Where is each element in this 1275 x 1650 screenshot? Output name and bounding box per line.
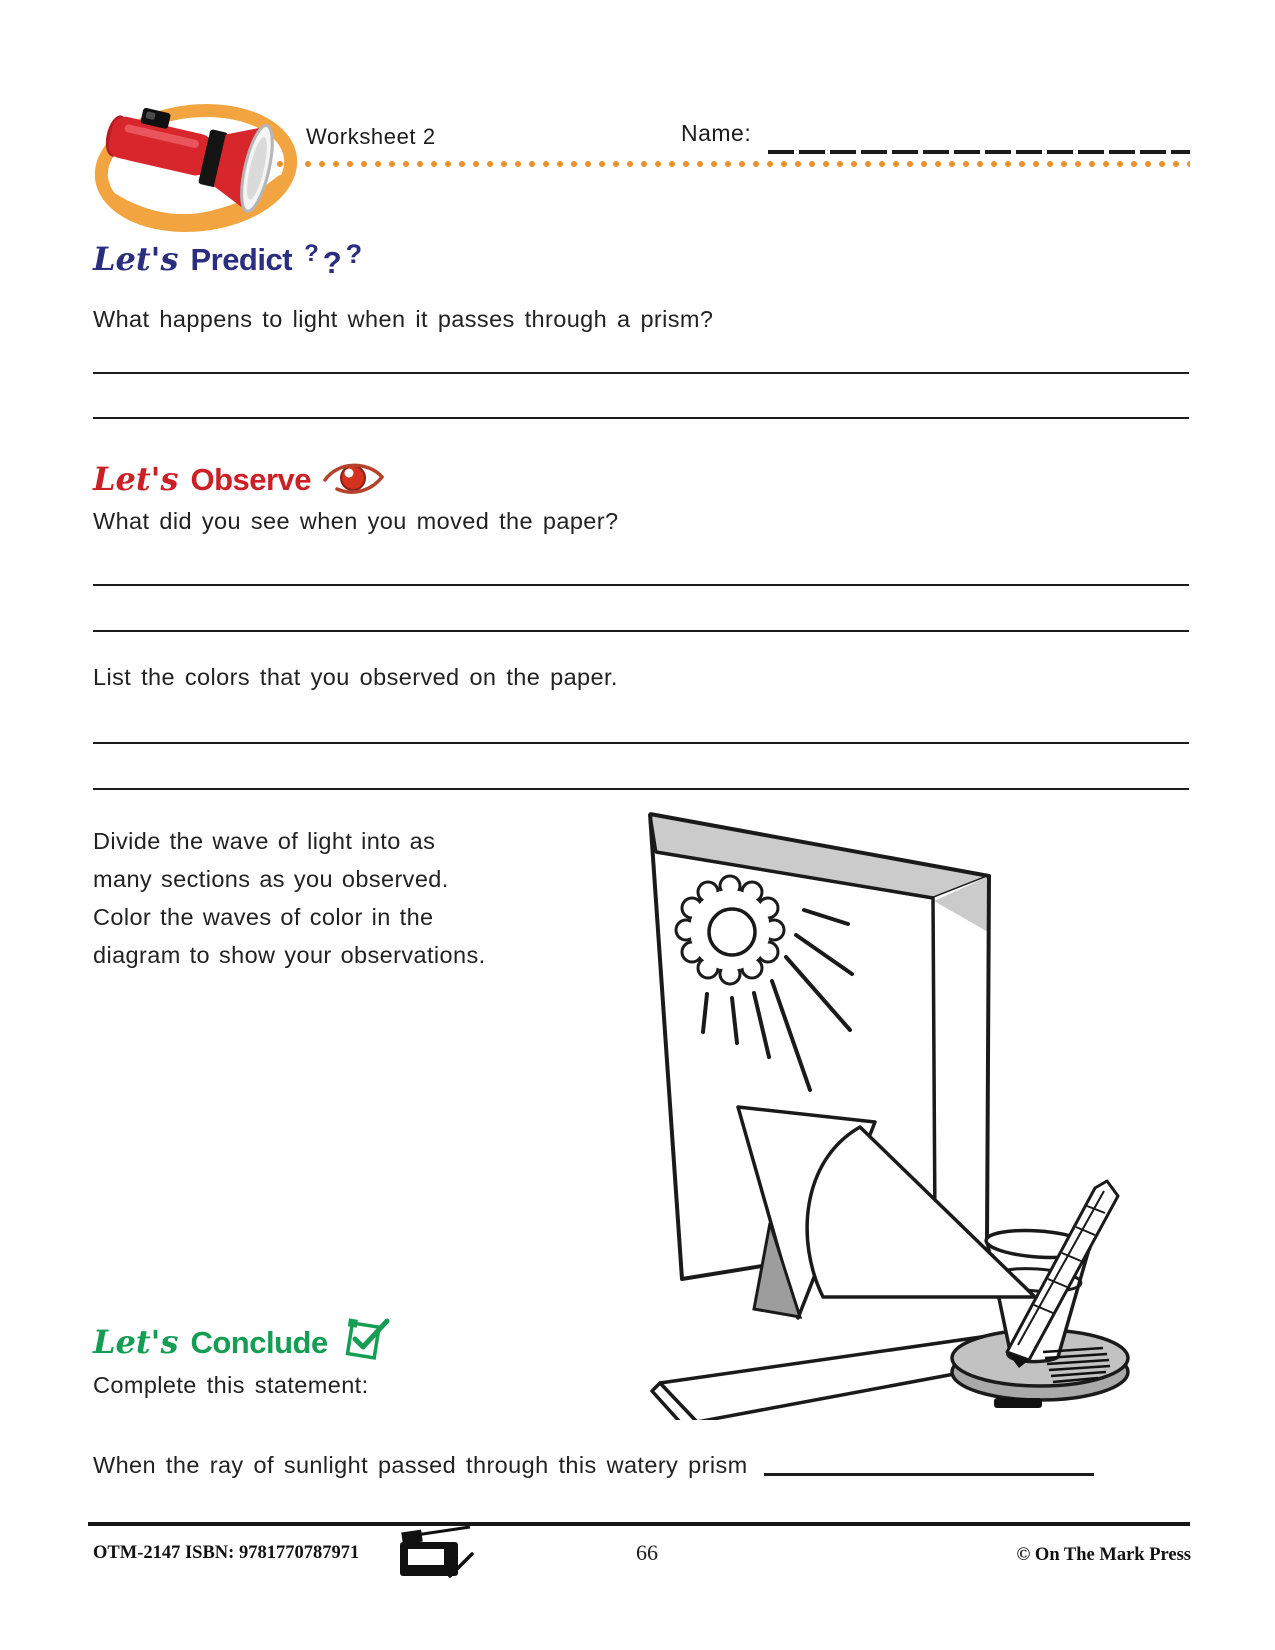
predict-heading: [93, 240, 362, 278]
board-base: [652, 1336, 992, 1420]
conclude-prompt: Complete this statement:: [93, 1372, 369, 1398]
answer-line: [93, 742, 1189, 744]
worksheet-label: Worksheet 2: [306, 124, 436, 149]
instruction-line: Divide the wave of light into as: [93, 828, 436, 854]
dotted-divider: [262, 160, 1190, 168]
answer-line: [93, 372, 1189, 374]
instruction-line: Color the waves of color in the: [93, 904, 434, 930]
answer-line: [93, 417, 1189, 419]
statement-text: When the ray of sunlight passed through this watery prism: [93, 1452, 748, 1478]
conclude-title: Conclude: [190, 1325, 328, 1360]
conclude-heading: [93, 1305, 392, 1361]
footer-publisher: © On The Mark Press: [1016, 1545, 1191, 1565]
eye-icon: [323, 458, 385, 498]
predict-title: Predict: [190, 242, 293, 277]
footer-isbn: OTM-2147 ISBN: 9781770787971: [93, 1543, 360, 1563]
copier-icon: [392, 1524, 478, 1582]
observe-title: Observe: [190, 462, 312, 497]
predict-script-word: Let's: [93, 240, 179, 278]
footer-rule: [88, 1522, 1190, 1526]
observe-heading: [93, 450, 385, 498]
statement-blank-line: [764, 1473, 1094, 1476]
prism-experiment-diagram: [590, 760, 1210, 1420]
flashlight-logo-icon: [85, 80, 305, 260]
predict-question: What happens to light when it passes through a prism?: [93, 306, 714, 332]
page-number: 66: [636, 1540, 658, 1565]
name-blank-line: [768, 150, 1190, 154]
answer-line: [93, 584, 1189, 586]
conclude-statement: [93, 1452, 1094, 1479]
observe-script-word: Let's: [93, 460, 179, 498]
answer-line: [93, 630, 1189, 632]
notepad-check-icon: [340, 1315, 392, 1363]
name-label: Name:: [681, 120, 752, 146]
conclude-script-word: Let's: [93, 1323, 179, 1361]
diagram-instructions: [93, 822, 593, 974]
question-marks-icon: ? ? ?: [304, 239, 363, 280]
observe-question-colors: List the colors that you observed on the paper.: [93, 664, 618, 690]
instruction-line: many sections as you observed.: [93, 866, 449, 892]
instruction-line: diagram to show your observations.: [93, 942, 486, 968]
observe-question-moved: What did you see when you moved the paper?: [93, 508, 619, 534]
